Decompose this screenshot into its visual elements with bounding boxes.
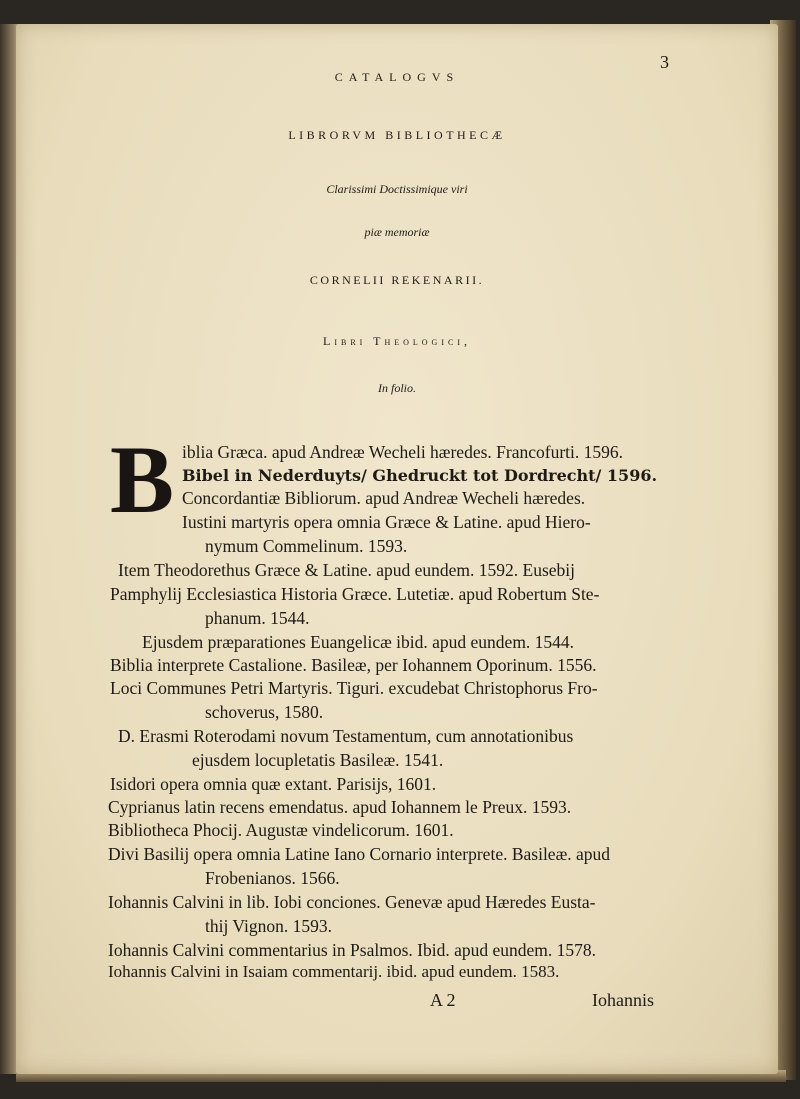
catalogue-entry: Divi Basilij opera omnia Latine Iano Cornario interprete. Basileæ. apud bbox=[108, 844, 611, 864]
folio-number: 3 bbox=[660, 52, 669, 72]
catalogue-entry: Bibel in Nederduyts/ Ghedruckt tot Dordrecht/ 1596. bbox=[182, 466, 658, 485]
dedication-line: Clarissimi Doctissimique viri bbox=[326, 182, 468, 196]
catalogue-entry: iblia Græca. apud Andreæ Wecheli hæredes. Francofurti. 1596. bbox=[182, 442, 624, 462]
catalogue-entry: Bibliotheca Phocij. Augustæ vindelicorum. 1601. bbox=[108, 820, 454, 840]
signature-mark: A 2 bbox=[430, 990, 456, 1010]
catalogue-entry: schoverus, 1580. bbox=[205, 702, 324, 722]
section-heading: Libri Theologici, bbox=[323, 334, 471, 348]
memoriam-line: piæ memoriæ bbox=[364, 225, 430, 239]
subsection-heading: In folio. bbox=[378, 381, 416, 395]
catalogue-entry: Ejusdem præparationes Euangelicæ ibid. apud eundem. 1544. bbox=[142, 632, 575, 652]
drop-cap-letter: B bbox=[110, 426, 175, 533]
library-title: LIBRORVM BIBLIOTHECÆ bbox=[288, 128, 506, 142]
catalogue-entry: Loci Communes Petri Martyris. Tiguri. excudebat Christophorus Fro- bbox=[110, 678, 598, 698]
catalogue-entry: Isidori opera omnia quæ extant. Parisijs, 1601. bbox=[110, 774, 437, 794]
catalogue-entry: ejusdem locupletatis Basileæ. 1541. bbox=[192, 750, 444, 770]
owner-name: CORNELII REKENARII. bbox=[309, 273, 485, 287]
catalogue-entry: phanum. 1544. bbox=[205, 608, 310, 628]
catalogue-entry: nymum Commelinum. 1593. bbox=[205, 536, 408, 556]
catalogue-entry: Pamphylij Ecclesiastica Historia Græce. Lutetiæ. apud Robertum Ste- bbox=[110, 584, 600, 604]
catalogue-entry: Concordantiæ Bibliorum. apud Andreæ Wecheli hæredes. bbox=[182, 488, 586, 508]
catalogue-title: CATALOGVS bbox=[334, 70, 460, 84]
catalogue-entry: D. Erasmi Roterodami novum Testamentum, cum annotationibus bbox=[118, 726, 574, 746]
catchword: Iohannis bbox=[592, 990, 654, 1010]
catalogue-entry: Iohannis Calvini in lib. Iobi conciones. Genevæ apud Hæredes Eusta- bbox=[108, 892, 596, 912]
catalogue-entry: Iohannis Calvini in Isaiam commentarij. ibid. apud eundem. 1583. bbox=[108, 962, 560, 981]
catalogue-entry: Biblia interprete Castalione. Basileæ, per Iohannem Oporinum. 1556. bbox=[110, 655, 597, 675]
catalogue-entry: Item Theodorethus Græce & Latine. apud eundem. 1592. Eusebij bbox=[118, 560, 575, 580]
catalogue-entry: Frobenianos. 1566. bbox=[205, 868, 340, 888]
catalogue-entry: thij Vignon. 1593. bbox=[205, 916, 332, 936]
catalogue-entry: Cyprianus latin recens emendatus. apud Iohannem le Preux. 1593. bbox=[108, 797, 572, 817]
catalogue-entry: Iustini martyris opera omnia Græce & Latine. apud Hiero- bbox=[182, 512, 591, 532]
catalogue-entry: Iohannis Calvini commentarius in Psalmos. Ibid. apud eundem. 1578. bbox=[108, 940, 596, 960]
